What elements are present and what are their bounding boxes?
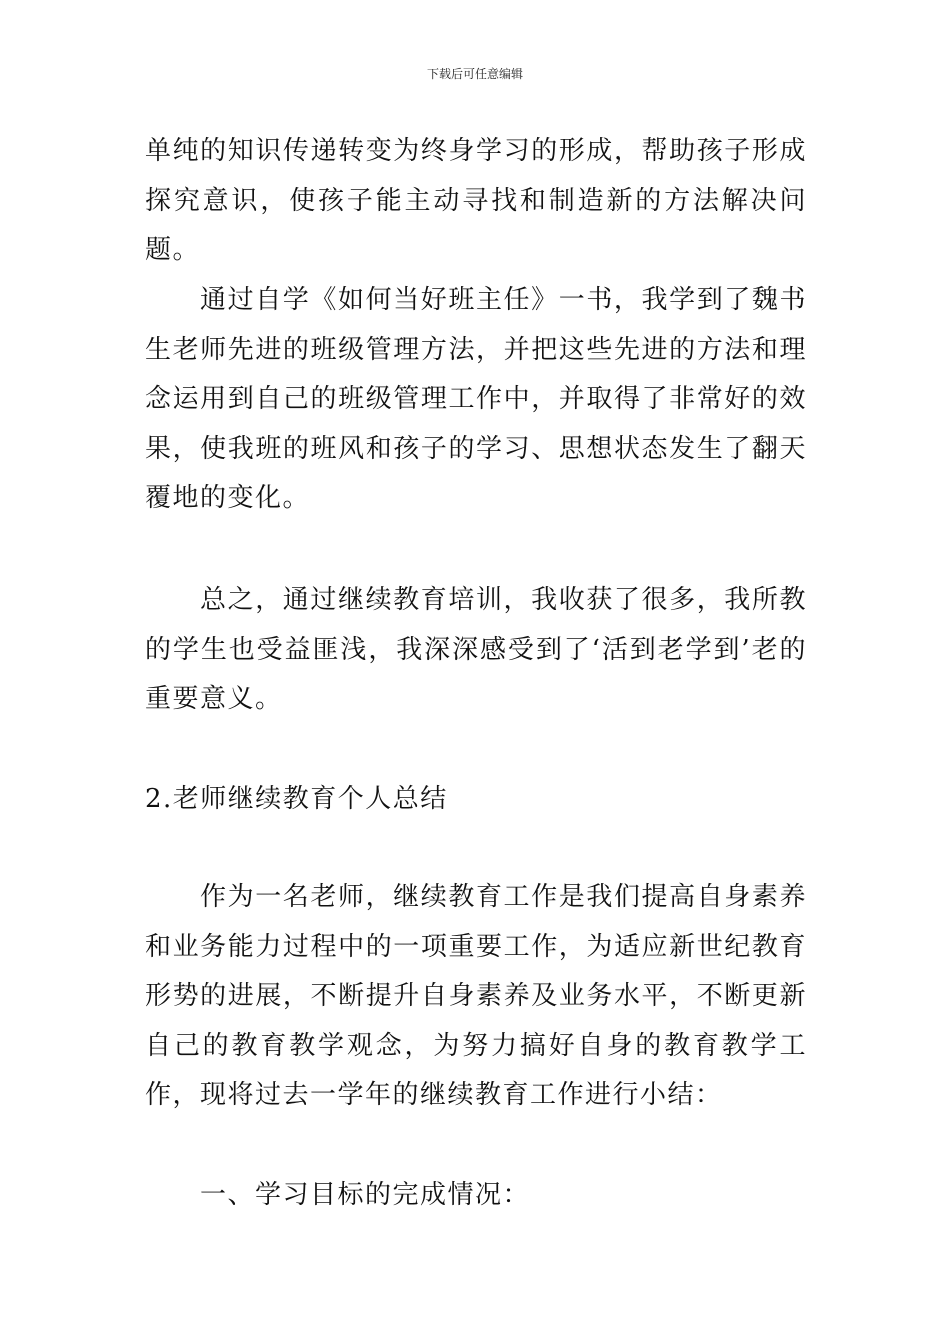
subsection-heading: 一、学习目标的完成情况： [200, 1180, 531, 1210]
section-heading: 2.老师继续教育个人总结 [145, 784, 448, 814]
page-header: 下载后可任意编辑 [426, 67, 523, 81]
paragraph-continuation: 单纯的知识传递转变为终身学习的形成，帮助孩子形成探究意识，使孩子能主动寻找和制造新的方法解决问题。 [145, 136, 807, 265]
paragraph-conclusion: 总之，通过继续教育培训，我收获了很多，我所教的学生也受益匪浅，我深深感受到了‘活到老学到’老的重要意义。 [145, 585, 807, 714]
paragraph-intro: 作为一名老师，继续教育工作是我们提高自身素养和业务能力过程中的一项重要工作，为适应新世纪教育形势的进展，不断提升自身素养及业务水平，不断更新自己的教育教学观念，为努力搞好自身的教育教学工作，现将过去一学年的继续教育工作进行小结： [145, 882, 807, 1110]
paragraph-book-study: 通过自学《如何当好班主任》一书，我学到了魏书生老师先进的班级管理方法，并把这些先进的方法和理念运用到自己的班级管理工作中，并取得了非常好的效果，使我班的班风和孩子的学习、思想状态发生了翻天覆地的变化。 [145, 285, 807, 513]
